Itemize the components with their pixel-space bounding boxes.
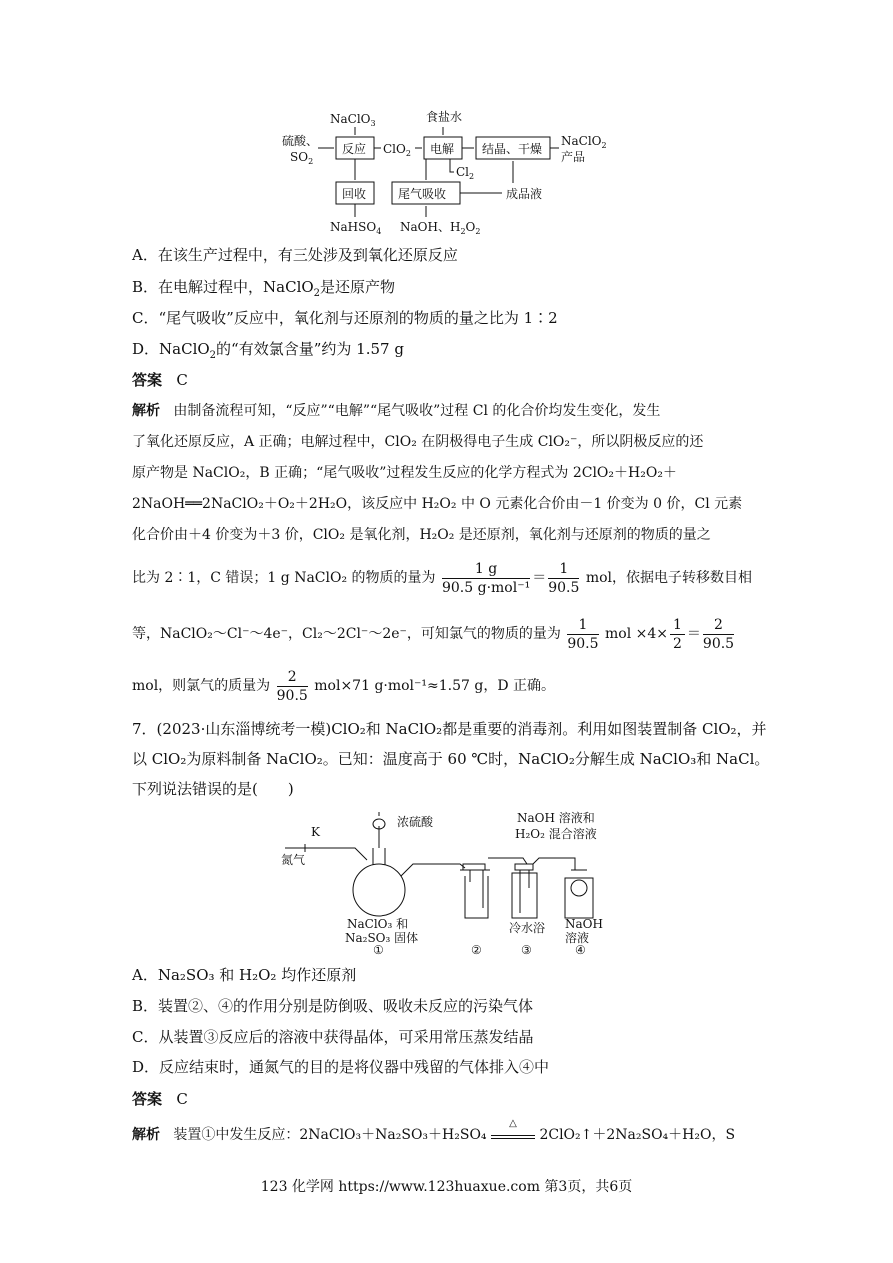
q7-option-d: D．反应结束时，通氮气的目的是将仪器中残留的气体排入④中 [132, 1058, 550, 1076]
fig-mix1: NaOH 溶液和 [517, 811, 595, 825]
q7-answer: 答案 C [132, 1090, 188, 1108]
q6-explanation-line5: 化合价由＋4 价变为＋3 价，ClO₂ 是氧化剂，H₂O₂ 是还原剂，氧化剂与还原剂的物质的量之 [132, 527, 711, 543]
fig-label-4: ④ [575, 943, 586, 957]
q7-stem-line1: 7．(2023·山东淄博统考一模)ClO₂和 NaClO₂都是重要的消毒剂。利用如图装置制备 ClO₂，并 [132, 720, 767, 738]
q6-explanation-line2: 了氧化还原反应，A 正确；电解过程中，ClO₂ 在阴极得电子生成 ClO₂⁻，所以阴极反应的还 [132, 434, 704, 450]
flow-box4-label: 回收 [342, 187, 367, 201]
fig-naoh1: NaOH [565, 917, 603, 931]
q6-explanation-line8: mol，则氯气的质量为 $\frac{2}{90.5}$ mol×71 g·mol⁻¹≈1.57 g，D 正确。 [132, 668, 556, 704]
fig-acid: 浓硫酸 [397, 815, 434, 829]
flow-prod: NaClO$_2$ [561, 134, 607, 150]
flow-bot1: NaHSO$_4$ [330, 220, 382, 236]
fraction: $\frac{1}{2}$ [670, 616, 685, 653]
q6-explanation-line1: 解析 由制备流程可知，“反应”“电解”“尾气吸收”过程 Cl 的化合价均发生变化，发生 [132, 403, 661, 419]
q6-option-d: D．NaClO$_2$的“有效氯含量”约为 1.57 g [132, 340, 404, 361]
fig-bath: 冷水浴 [509, 921, 546, 935]
flow-box2-label: 电解 [430, 142, 455, 156]
q6-explanation-line7: 等，NaClO₂～Cl⁻～4e⁻，Cl₂～2Cl⁻～2e⁻，可知氯气的物质的量为 $\frac{1}{90.5}$ mol ×4× $\frac{1}{2}$ ＝ $\frac{2}{90.5}$ [132, 616, 735, 652]
q6-option-c: C．“尾气吸收”反应中，氧化剂与还原剂的物质的量之比为 1∶2 [132, 309, 558, 327]
process-flow-diagram [270, 105, 630, 240]
flow-box1-label: 反应 [342, 142, 367, 156]
fig-label-1: ① [373, 943, 384, 957]
fraction: $\frac{1}{90.5}$ [548, 560, 580, 596]
flow-box3-label: 结晶、干燥 [482, 142, 543, 156]
round-bottom-flask [353, 864, 405, 916]
fig-n2: 氮气 [281, 853, 306, 867]
fig-label-3: ③ [521, 943, 532, 957]
page-footer: 123 化学网 https://www.123huaxue.com 第3页，共6页 [260, 1179, 633, 1195]
fraction: $\frac{2}{90.5}$ [276, 668, 308, 704]
flow-in-left: 硫酸、 [282, 134, 319, 148]
flow-mid1: ClO$_2$ [383, 142, 411, 158]
flow-in-left2: $SO_2$ [290, 150, 314, 166]
flow-cl2: $Cl_2$ [456, 165, 475, 181]
fig-label-2: ② [471, 943, 482, 957]
q6-explanation-line6: 比为 2∶1，C 错误；1 g NaClO₂ 的物质的量为 $\frac{1 g}{\text{90.5 g·mol⁻¹}}$ ＝ $\frac{1}{90.5}$ mol，依据电子转移数目相 [132, 560, 753, 596]
fig-solid1: NaClO₃ 和 [347, 917, 409, 931]
q7-stem-line2: 以 ClO₂为原料制备 NaClO₂。已知：温度高于 60 ℃时，NaClO₂分解生成 NaClO₃和 NaCl。 [132, 750, 770, 768]
fig-naoh2: 溶液 [565, 931, 590, 945]
reaction-condition: △ [491, 1125, 535, 1139]
flow-bot2: NaOH、$H_2O_2$ [400, 220, 481, 236]
q7-option-c: C．从装置③反应后的溶液中获得晶体，可采用常压蒸发结晶 [132, 1028, 534, 1046]
q7-explanation-line1: 解析 装置①中发生反应：2NaClO₃＋Na₂SO₃＋H₂SO₄ △ 2ClO₂↑＋2Na₂SO₄＋H₂O，S [132, 1118, 736, 1143]
fraction: $\frac{1}{90.5}$ [567, 616, 599, 652]
flow-top2: 食盐水 [426, 110, 463, 124]
apparatus-diagram [275, 808, 635, 958]
flow-top1: NaClO$_3$ [330, 112, 376, 128]
flow-box5-label: 尾气吸收 [398, 187, 447, 201]
q6-option-b: B．在电解过程中，NaClO$_2$是还原产物 [132, 278, 396, 299]
q7-stem-line3: 下列说法错误的是( ) [132, 780, 294, 798]
fig-solid2: Na₂SO₃ 固体 [345, 931, 419, 945]
fraction: $\frac{1 g}{\text{90.5 g·mol⁻¹}}$ [441, 560, 531, 596]
q6-answer: 答案 C [132, 371, 188, 389]
fig-k: K [311, 825, 320, 839]
fraction: $\frac{2}{90.5}$ [702, 616, 735, 652]
fig-mix2: H₂O₂ 混合溶液 [515, 827, 597, 841]
q7-option-b: B．装置②、④的作用分别是防倒吸、吸收未反应的污染气体 [132, 997, 534, 1015]
q7-option-a: A．Na₂SO₃ 和 H₂O₂ 均作还原剂 [132, 966, 357, 984]
flow-prod2: 产品 [561, 150, 586, 164]
q6-explanation-line3: 原产物是 NaClO₂，B 正确；“尾气吸收”过程发生反应的化学方程式为 2ClO₂＋H₂O₂＋ [132, 465, 677, 481]
q6-option-a: A．在该生产过程中，有三处涉及到氧化还原反应 [132, 246, 458, 264]
flow-liquid: 成品液 [506, 187, 543, 201]
q6-explanation-line4: 2NaOH══2NaClO₂＋O₂＋2H₂O，该反应中 H₂O₂ 中 O 元素化合价由－1 价变为 0 价，Cl 元素 [132, 496, 743, 512]
